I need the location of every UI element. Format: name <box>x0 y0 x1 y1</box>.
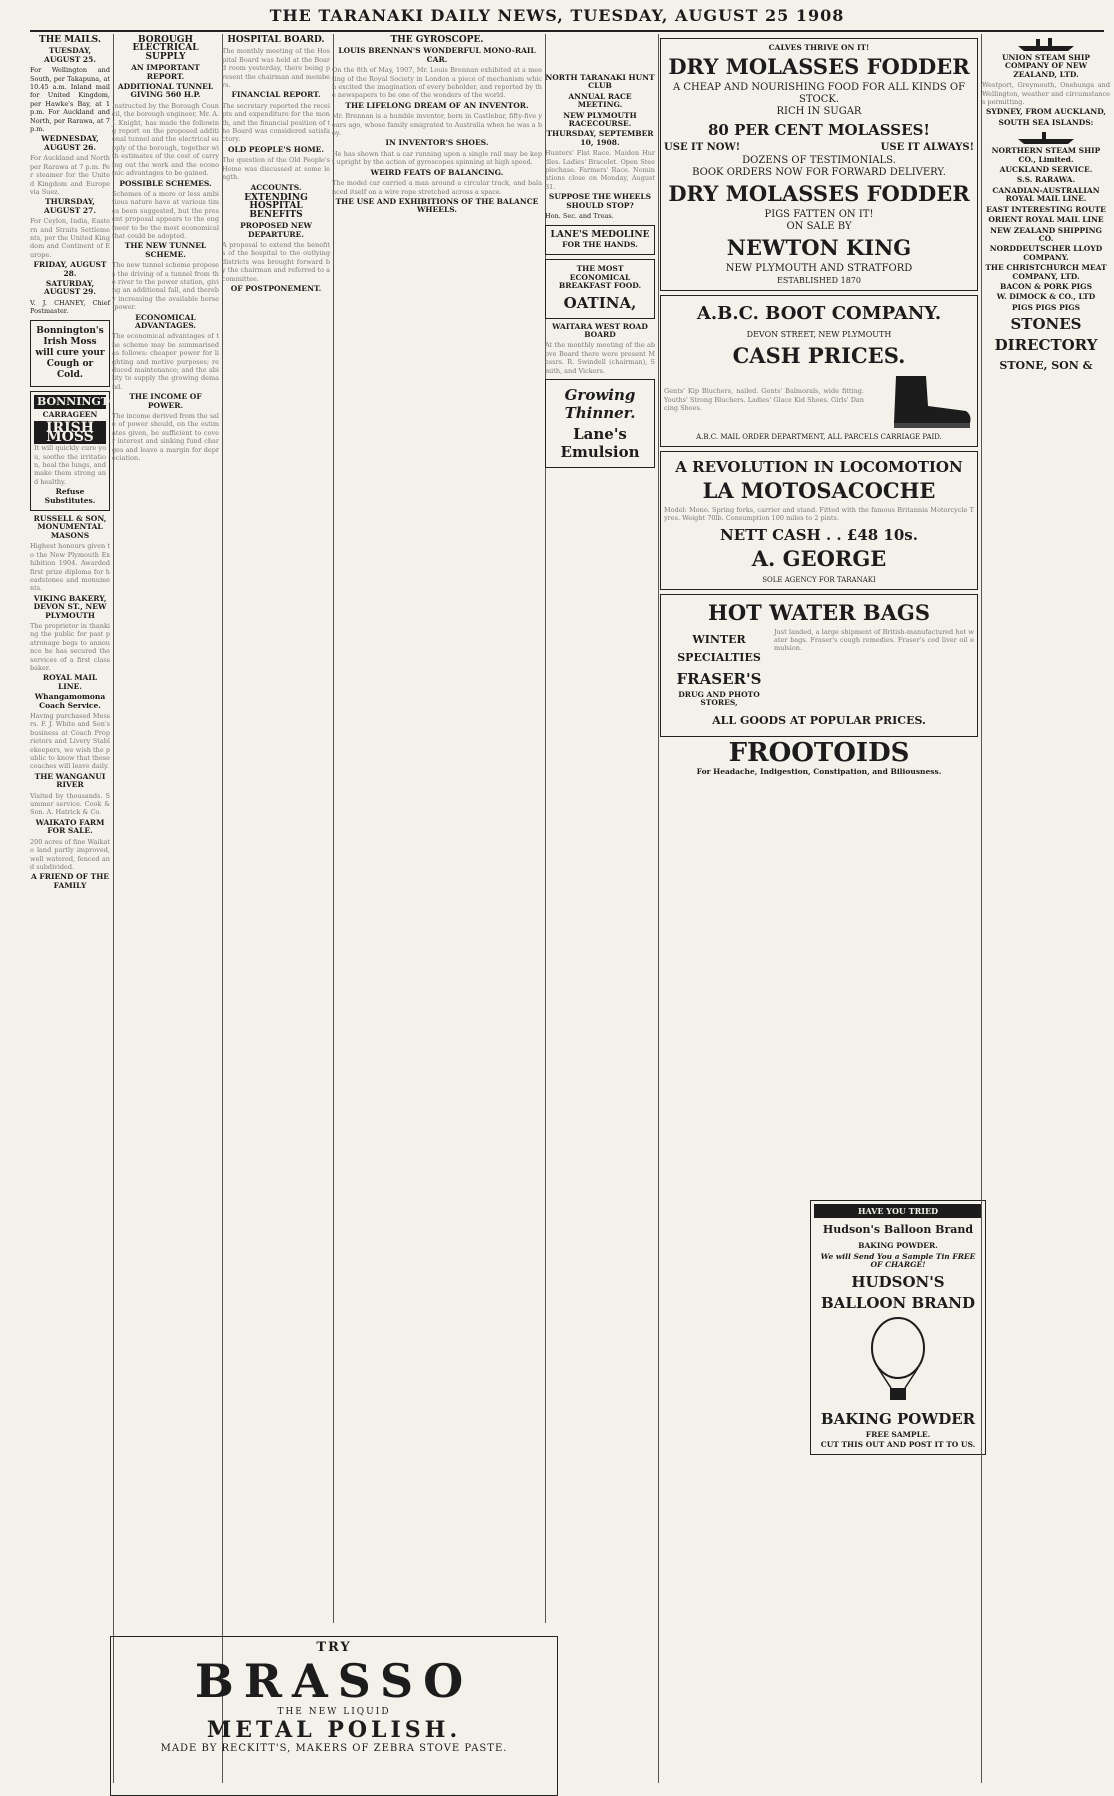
south-seas: SOUTH SEA ISLANDS: <box>998 117 1094 127</box>
molasses-ad <box>660 38 978 291</box>
pigs: PIGS PIGS PIGS <box>1011 302 1081 312</box>
text-block: The question of the Old People's Home was discussed at some length. <box>222 156 330 182</box>
text-block: Mr. Brennan is a humble inventor, born in Castlebar, fifty-five years ago, whose family emigrated to Australia when he was a boy. <box>332 112 542 138</box>
nz-shipping: NEW ZEALAND SHIPPING CO. <box>990 225 1102 243</box>
column-ads <box>660 34 978 1783</box>
norddeutscher: NORDDEUTSCHER LLOYD COMPANY. <box>989 244 1103 262</box>
cheap-food: A CHEAP AND NOURISHING FOOD FOR ALL KINDS OF STOCK. <box>672 82 966 106</box>
baking-powder: BAKING POWDER <box>820 1409 976 1428</box>
brasso-try: TRY <box>316 1640 352 1655</box>
gyroscope-heading: THE GYROSCOPE. <box>390 35 484 45</box>
ship-icon <box>1016 36 1076 52</box>
electrical-sub-5: ECONOMICAL ADVANTAGES. <box>135 312 196 330</box>
on-sale: ON SALE BY <box>786 220 852 232</box>
oatina-ad <box>545 259 655 318</box>
hot-water-bags: HOT WATER BAGS <box>708 599 930 625</box>
dry-molasses-1: DRY MOLASSES FODDER <box>668 54 970 80</box>
hunt-sub: ANNUAL RACE MEETING. <box>568 91 632 110</box>
hunt-title: NORTH TARANAKI HUNT CLUB <box>545 73 655 91</box>
irish-moss-headline: Bonnington's Irish Moss will cure your Cough or Cold. <box>35 325 105 380</box>
mails-signature: V. J. CHANEY, Chief Postmaster. <box>30 298 110 316</box>
wanganui-river: THE WANGANUI RIVER <box>34 771 106 790</box>
brasso-metal: METAL POLISH. <box>206 1717 462 1743</box>
a-george: A. GEORGE <box>751 545 887 571</box>
book-orders: BOOK ORDERS NOW FOR FORWARD DELIVERY. <box>692 166 946 178</box>
text-block: Schemes of a more or less ambitious nature have at various times been suggested, but the present proposal appears to the engineer to be the most economical that could be adopted. <box>112 189 219 240</box>
stones-footer: STONE, SON & <box>999 359 1093 373</box>
column-electrical <box>112 34 219 1783</box>
text-block: Visited by thousands. Summer service. Cook & Son. A. Hatrick & Co. <box>30 791 110 817</box>
mails-heading: THE MAILS. <box>39 35 101 45</box>
revolution: A REVOLUTION IN LOCOMOTION <box>675 457 963 476</box>
hunt-date: THURSDAY, SEPTEMBER 10, 1908. <box>546 129 654 147</box>
stones: STONES <box>1010 315 1082 334</box>
text-block: It will quickly cure you, soothe the irritation, heal the lungs, and make them strong and healthy. <box>34 444 106 486</box>
abc-boot-ad <box>660 295 978 447</box>
frootoids-sub: For Headache, Indigestion, Constipation, and Biliousness. <box>696 767 942 777</box>
text-block: The income derived from the sale of power should, on the estimates given, be sufficient to cover interest and sinking fund charges and leave a margin for depreciation. <box>112 412 219 463</box>
hospital-heading: HOSPITAL BOARD. <box>227 35 325 45</box>
text-block: Highest honours given to the New Plymouth Exhibition 1904. Awarded first prize diploma for headstones and monuments. <box>30 542 110 593</box>
lane-sub: FOR THE HANDS. <box>562 239 638 249</box>
text-block: Instructed by the Borough Council, the borough engineer, Mr. A. J. Knight, has made the following report on the proposed additional tunnel and the electrical supply of the borough, together with estimates of the cost of carrying out the work and the economic advantages to be gained. <box>112 101 219 178</box>
frasers: FRASER'S <box>676 669 762 688</box>
hudsons: HUDSON'S <box>851 1272 945 1291</box>
text-block: Hunters' Flat Race. Maiden Hurdles. Ladies' Bracelet. Open Steeplechase. Farmers' Race. Nominations close on Monday, August 31. <box>545 149 655 191</box>
cash-prices: CASH PRICES. <box>732 342 906 368</box>
text-block: The model car carried a man around a circular track, and balanced itself on a wire rope stretched across a space. <box>332 179 542 196</box>
text-block: Westport, Greymouth, Onehunga and Wellington, weather and circumstances permitting. <box>982 81 1110 107</box>
bonnington-ad <box>30 391 140 511</box>
text-block: The new tunnel scheme proposes the driving of a tunnel from the river to the power station, giving an additional fall, and thereby increasing the available horse-power. <box>112 261 219 312</box>
text-block: On the 8th of May, 1907, Mr. Louis Brennan exhibited at a meeting of the Royal Society in London a piece of mechanism which excited the imagination of every beholder, and reported by the newspapers to be one of the wonders of the world. <box>332 66 542 100</box>
hudson-question: HAVE YOU TRIED <box>814 1204 982 1218</box>
frasers-body <box>664 628 974 710</box>
mails-date-2: WEDNESDAY, AUGUST 26. <box>41 134 99 152</box>
motosacoche: LA MOTOSACOCHE <box>702 477 936 503</box>
royal-mail-line: ROYAL MAIL LINE. <box>42 673 98 691</box>
gyroscope-sub-5: THE USE AND EXHIBITIONS OF THE BALANCE WHEELS. <box>335 196 539 215</box>
friend-of-family: A FRIEND OF THE FAMILY <box>30 872 110 890</box>
text-block: A proposal to extend the benefits of the hospital to the outlying districts was brought forward by the chairman and referred to a committee. <box>222 240 330 283</box>
abc-footer: A.B.C. MAIL ORDER DEPARTMENT, ALL PARCELS CARRIAGE PAID. <box>696 432 942 441</box>
text-block: For Ceylon, India, Eastern and Straits Settlements, per the United Kingdom and Continent of Europe. <box>30 217 110 259</box>
hospital-sub-4: EXTENDING HOSPITAL BENEFITS <box>244 192 308 220</box>
newton-king: NEWTON KING <box>726 234 912 260</box>
calves: CALVES THRIVE ON IT! <box>768 43 870 52</box>
hospital-sub-1: FINANCIAL REPORT. <box>231 90 321 100</box>
text-block: For Auckland and North per Rarawa at 7 p.m. Per steamer for the United Kingdom and Europe via Suez. <box>30 154 110 196</box>
balloon-brand: BALLOON BRAND <box>821 1293 975 1312</box>
electrical-sub-4: THE NEW TUNNEL SCHEME. <box>124 241 207 259</box>
bakery-ad: VIKING BAKERY, DEVON ST., NEW PLYMOUTH <box>33 593 107 620</box>
rich-sugar: RICH IN SUGAR <box>776 106 862 118</box>
hospital-sub-2: OLD PEOPLE'S HOME. <box>227 144 324 154</box>
waikato-farm: WAIKATO FARM FOR SALE. <box>35 817 105 836</box>
text-block: The secretary reported the receipts and expenditure for the month, and the financial position of the Board was considered satisfactory. <box>222 101 330 144</box>
text-block: He has shown that a car running upon a single rail may be kept upright by the action of gyroscopes spinning at high speed. <box>332 149 542 167</box>
hot-water-ad <box>660 594 978 738</box>
canadian: CANADIAN-AUSTRALIAN ROYAL MAIL LINE. <box>992 185 1100 204</box>
northern: NORTHERN STEAM SHIP CO., Limited. <box>991 146 1101 164</box>
bonnington-sub: CARRAGEEN <box>42 410 98 419</box>
column-shipping <box>982 34 1110 1783</box>
winter-specialties: WINTER SPECIALTIES <box>677 632 761 664</box>
east-india: EAST INTERESTING ROUTE <box>986 204 1106 214</box>
column-hunt <box>545 34 655 1783</box>
mails-date-3: THURSDAY, AUGUST 27. <box>44 197 96 215</box>
masthead-rule <box>30 30 1104 32</box>
text-block: The monthly meeting of the Hospital Board was held at the Board room yesterday, there being present the chairman and members. <box>222 47 330 90</box>
frasers-left <box>664 628 774 710</box>
mails-text: For Wellington and South, per Takapuna, at 10.45 a.m. Inland mail for United Kingdom, per Hawke's Bay, at 1 p.m. For Auckland and North, per Rarawa, at 7 p.m. <box>30 66 110 134</box>
auckland-service: AUCKLAND SERVICE. <box>999 165 1093 175</box>
christchurch-meat: THE CHRISTCHURCH MEAT COMPANY, LTD. <box>985 263 1107 281</box>
text-block: Just landed, a large shipment of British-manufactured hot water bags. Fraser's cough remedies. Fraser's cod liver oil emulsion. <box>774 627 974 653</box>
russell-ad: RUSSELL & SON, MONUMENTAL MASONS <box>33 514 107 540</box>
gyroscope-sub-4: WEIRD FEATS OF BALANCING. <box>370 167 504 177</box>
column-rule <box>658 34 659 1783</box>
hudson-title: Hudson's Balloon Brand <box>822 1223 974 1237</box>
lane-medoline-ad <box>545 225 655 256</box>
electrical-sub-3: POSSIBLE SCHEMES. <box>119 178 212 188</box>
boot-icon <box>886 371 974 431</box>
orient: ORIENT ROYAL MAIL LINE <box>988 215 1104 225</box>
testimonials: DOZENS OF TESTIMONIALS. <box>742 154 896 166</box>
abc-body <box>664 371 974 431</box>
union-steam: UNION STEAM SHIP COMPANY OF NEW ZEALAND, LTD. <box>1001 53 1090 79</box>
george-sub: SOLE AGENCY FOR TARANAKI <box>762 575 876 584</box>
all-goods: ALL GOODS AT POPULAR PRICES. <box>712 714 926 728</box>
text-block: The proprietor in thanking the public for past patronage begs to announce he has secured the services of a first class baker. <box>30 621 110 672</box>
rarawa: S.S. RARAWA. <box>1016 175 1076 185</box>
text-block: Having purchased Messrs. F. J. White and Son's business at Coach Proprietors and Livery Stablekeepers, we wish the public to know that these coaches will leave daily. <box>30 712 110 771</box>
gyroscope-sub-1: LOUIS BRENNAN'S WONDERFUL MONO-RAIL CAR. <box>338 46 536 64</box>
refuse-substitutes: Refuse Substitutes. <box>44 487 96 505</box>
abc-title: A.B.C. BOOT COMPANY. <box>696 302 942 324</box>
bacon-pigs: BACON & PORK PIGS <box>999 281 1092 291</box>
balloon-icon <box>863 1316 933 1406</box>
brasso-name: BRASSO <box>194 1654 474 1708</box>
pigs-fatten: PIGS FATTEN ON IT! <box>764 208 874 220</box>
use-always: USE IT ALWAYS! <box>880 142 974 154</box>
sydney: SYDNEY, FROM AUCKLAND, <box>985 107 1107 117</box>
hudson-bp: BAKING POWDER. <box>858 1241 938 1251</box>
brasso-ad <box>110 1636 558 1796</box>
hunt-sub-2: NEW PLYMOUTH RACECOURSE. <box>563 110 637 129</box>
established: ESTABLISHED 1870 <box>777 275 861 285</box>
text-block: The economical advantages of the scheme may be summarised as follows: cheaper power for lighting and motive purposes; reduced maintenance; and the ability to supply the growing demand. <box>112 332 219 391</box>
column-mails <box>30 34 140 1783</box>
oatina-tagline: THE MOST ECONOMICAL BREAKFAST FOOD. <box>558 264 642 291</box>
electrical-sub-6: THE INCOME OF POWER. <box>129 392 202 410</box>
irish-moss-ad <box>30 320 110 387</box>
dry-molasses-2: DRY MOLASSES FODDER <box>668 180 970 206</box>
hunt-signature: Hon. Sec. and Treas. <box>545 212 614 221</box>
electrical-sub-1: AN IMPORTANT REPORT. <box>131 63 200 81</box>
abc-sub: DEVON STREET, NEW PLYMOUTH <box>746 329 892 339</box>
text-block: Model: Mono. Spring forks, carrier and stand. Fitted with the famous Britannia Motorcycle Tyres. Weight 70lb. Consumption 100 miles to 2 pints. <box>664 505 974 523</box>
hospital-sub-6: OF POSTPONEMENT. <box>230 283 322 293</box>
bonnington-big: IRISH MOSS <box>34 421 106 444</box>
free-sample: FREE SAMPLE. <box>865 1429 931 1439</box>
motosacoche-ad <box>660 451 978 590</box>
newton-sub: NEW PLYMOUTH AND STRATFORD <box>725 262 913 274</box>
text-block: 200 acres of fine Waikato land partly improved, well watered, fenced and subdivided. <box>30 837 110 871</box>
column-gyroscope <box>332 34 542 1623</box>
oatina-name: OATINA, <box>563 293 637 312</box>
text-block: At the monthly meeting of the above Board there were present Messrs. R. Swindell (chairman), Smith, and Vickers. <box>545 341 655 375</box>
electrical-sub-2: ADDITIONAL TUNNEL GIVING 560 H.P. <box>117 82 214 100</box>
drug-stores: DRUG AND PHOTO STORES, <box>678 689 760 708</box>
masthead: THE TARANAKI DAILY NEWS, TUESDAY, AUGUST 25 1908 <box>269 6 845 25</box>
text-block: Gents' Kip Bluchers, nailed. Gents' Balmorals, wide fitting. Youths' Strong Bluchers. Ladies' Glace Kid Shoes. Girls' Dancing Shoes. <box>664 387 864 413</box>
column-hospital <box>222 34 330 1623</box>
hospital-sub-5: PROPOSED NEW DEPARTURE. <box>240 221 312 239</box>
hudson-ad <box>810 1200 986 1455</box>
electrical-heading: BOROUGH ELECTRICAL SUPPLY <box>132 35 199 62</box>
waitara-board: WAITARA WEST ROAD BOARD <box>552 321 648 339</box>
nett-cash: NETT CASH . . £48 10s. <box>720 525 918 544</box>
frootoids: FROOTOIDS <box>728 738 910 769</box>
growing-thinner-ad <box>545 379 655 468</box>
mails-date-4: FRIDAY, AUGUST 28. <box>33 260 107 278</box>
hospital-sub-3: ACCOUNTS. <box>250 182 302 192</box>
mails-date-5: SATURDAY, AUGUST 29. <box>44 278 96 297</box>
whanga-coach: Whangamomona Coach Service. <box>34 692 106 710</box>
hunt-sub-3: SUPPOSE THE WHEELS SHOULD STOP? <box>548 192 652 210</box>
brasso-maker: MADE BY RECKITT'S, MAKERS OF ZEBRA STOVE PASTE. <box>160 1743 508 1754</box>
hudson-send: We will Send You a Sample Tin FREE OF CHARGE! <box>820 1251 976 1270</box>
use-row <box>664 142 974 154</box>
lane-title: LANE'S MEDOLINE <box>550 229 650 240</box>
directory: DIRECTORY <box>994 336 1098 355</box>
dimock: W. DIMOCK & CO., LTD <box>996 292 1096 302</box>
mails-date: TUESDAY, AUGUST 25. <box>44 46 96 64</box>
percent: 80 PER CENT MOLASSES! <box>707 121 930 140</box>
use-now: USE IT NOW! <box>664 142 741 154</box>
gyroscope-sub-2: THE LIFELONG DREAM OF AN INVENTOR. <box>345 100 529 110</box>
ship-icon <box>1016 129 1076 145</box>
growing-thinner: Growing Thinner. <box>564 385 636 422</box>
brasso-tag: THE NEW LIQUID <box>277 1707 391 1717</box>
cut-out: CUT THIS OUT AND POST IT TO US. <box>820 1440 976 1450</box>
gyroscope-sub-3: IN INVENTOR'S SHOES. <box>385 138 489 148</box>
lanes-emulsion: Lane's Emulsion <box>560 424 640 461</box>
bonnington-title: BONNINGTON'S <box>34 395 106 409</box>
